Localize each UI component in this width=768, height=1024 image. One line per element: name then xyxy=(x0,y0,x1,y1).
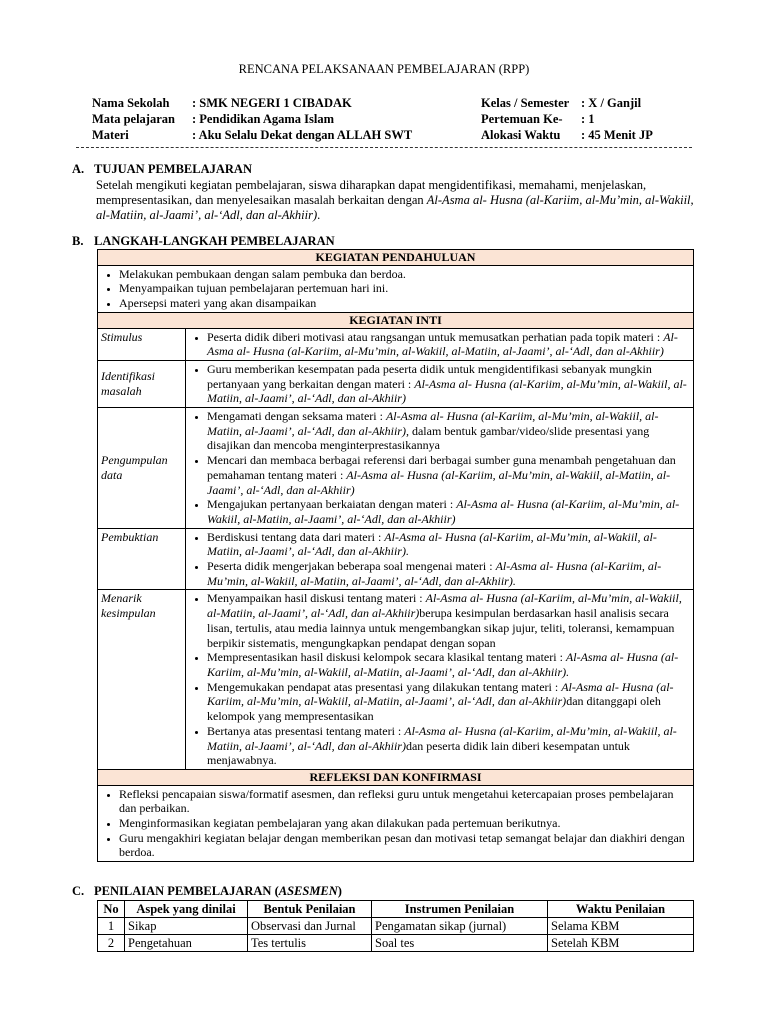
list-item: • Mencari dan membaca berbagai referensi dari berbagai sumber guna menambah pengetahuan dan pemahaman tentang materi : Al-Asma al- Husna (al-Kariim, al-Mu’min, al-Wakiil, al-Matiin, al-Jaami’, al-‘Adl, dan al-Akhiir) xyxy=(207,453,690,497)
cell-time: Setelah KBM xyxy=(548,935,694,952)
identifikasi-cell xyxy=(186,360,694,407)
meta-left xyxy=(92,96,412,144)
col-header-time: Waktu Penilaian xyxy=(548,901,694,918)
meta-right xyxy=(481,96,653,144)
section-c-heading: C. PENILAIAN PEMBELAJARAN (ASESMEN) xyxy=(72,884,342,898)
dashed-separator xyxy=(76,147,692,148)
header-refleksi: REFLEKSI DAN KONFIRMASI xyxy=(98,769,694,785)
pengumpulan-cell xyxy=(186,408,694,529)
header-inti: KEGIATAN INTI xyxy=(98,312,694,328)
refleksi-list xyxy=(101,787,690,861)
learning-steps-table xyxy=(97,249,694,862)
refleksi-cell xyxy=(98,785,694,862)
cell-form: Observasi dan Jurnal xyxy=(248,918,372,935)
objective-paragraph: Setelah mengikuti kegiatan pembelajaran, siswa diharapkan dapat mengidentifikasi, memahami, menjelaskan, mempresentasikan, dan menyelesaikan masalah berkaitan dengan Al-Asma al- Husna (al-Kariim, al-Mu’min, al-Wakiil, al-Matiin, al-Jaami’, al-‘Adl, dan al-Akhiir). xyxy=(96,178,694,222)
kesimpulan-cell xyxy=(186,590,694,769)
label-kesimpulan: Menarik kesimpulan xyxy=(98,590,186,769)
cell-form: Tes tertulis xyxy=(248,935,372,952)
list-item: • Melakukan pembukaan dengan salam pembuka dan berdoa. xyxy=(119,267,690,282)
table-row xyxy=(98,935,694,952)
list-item: • Peserta didik diberi motivasi atau rangsangan untuk memusatkan perhatian pada topik materi : Al-Asma al- Husna (al-Kariim, al-Mu’min, al-Wakiil, al-Matiin, al-Jaami’, al-‘Adl, dan al-Akhiir) xyxy=(207,330,690,359)
cell-no: 2 xyxy=(98,935,125,952)
list-item: • Refleksi pencapaian siswa/formatif asesmen, dan refleksi guru untuk mengetahui ketercapaian proses pembelajaran dan perbaikan. xyxy=(119,787,690,816)
label-identifikasi: Identifikasi masalah xyxy=(98,360,186,407)
table-header-row xyxy=(98,901,694,918)
pembuktian-cell xyxy=(186,528,694,590)
cell-aspect: Sikap xyxy=(125,918,248,935)
document-title: RENCANA PELAKSANAAN PEMBELAJARAN (RPP) xyxy=(238,62,530,76)
header-pendahuluan: KEGIATAN PENDAHULUAN xyxy=(98,250,694,266)
table-row xyxy=(98,918,694,935)
list-item: • Peserta didik mengerjakan beberapa soal mengenai materi : Al-Asma al- Husna (al-Kariim, al-Mu’min, al-Wakiil, al-Matiin, al-Jaami’, al-‘Adl, dan al-Akhiir). xyxy=(207,559,690,588)
label-stimulus: Stimulus xyxy=(98,328,186,360)
meta-row-subject: Mata pelajaran : Pendidikan Agama Islam xyxy=(92,112,335,126)
list-item: • Apersepsi materi yang akan disampaikan xyxy=(119,296,690,311)
cell-time: Selama KBM xyxy=(548,918,694,935)
pendahuluan-cell xyxy=(98,265,694,312)
section-b-heading: B. LANGKAH-LANGKAH PEMBELAJARAN xyxy=(72,234,335,248)
list-item: • Mengamati dengan seksama materi : Al-Asma al- Husna (al-Kariim, al-Mu’min, al-Wakiil, al-Matiin, al-Jaami’, al-‘Adl, dan al-Akhiir), dalam bentuk gambar/video/slide presentasi yang disajikan dan mencoba menginterprestasikannya xyxy=(207,409,690,453)
list-item: • Guru mengakhiri kegiatan belajar dengan memberikan pesan dan motivasi tetap semangat belajar dan diakhiri dengan berdoa. xyxy=(119,831,690,860)
col-header-form: Bentuk Penilaian xyxy=(248,901,372,918)
col-header-no: No xyxy=(98,901,125,918)
label-pembuktian: Pembuktian xyxy=(98,528,186,590)
list-item: • Mempresentasikan hasil diskusi kelompok secara klasikal tentang materi : Al-Asma al- Husna (al-Kariim, al-Mu’min, al-Wakiil, al-Matiin, al-Jaami’, al-‘Adl, dan al-Akhiir). xyxy=(207,650,690,679)
stimulus-cell xyxy=(186,328,694,360)
meta-row-school: Nama Sekolah : SMK NEGERI 1 CIBADAK xyxy=(92,96,352,110)
assessment-table xyxy=(97,900,694,952)
cell-instrument: Pengamatan sikap (jurnal) xyxy=(372,918,548,935)
list-item: • Menginformasikan kegiatan pembelajaran yang akan dilakukan pada pertemuan berikutnya. xyxy=(119,816,690,831)
list-item: • Guru memberikan kesempatan pada peserta didik untuk mengidentifikasi sebanyak mungkin pertanyaan yang berkaitan dengan materi : Al-Asma al- Husna (al-Kariim, al-Mu’min, al-Wakiil, al-Matiin, al-Jaami’, al-‘Adl, dan al-Akhiir) xyxy=(207,362,690,406)
list-item: • Mengajukan pertanyaan berkaiatan dengan materi : Al-Asma al- Husna (al-Kariim, al-Mu’min, al-Wakiil, al-Matiin, al-Jaami’, al-‘Adl, dan al-Akhiir) xyxy=(207,497,690,526)
cell-instrument: Soal tes xyxy=(372,935,548,952)
list-item: • Menyampaikan tujuan pembelajaran pertemuan hari ini. xyxy=(119,281,690,296)
list-item: • Menyampaikan hasil diskusi tentang materi : Al-Asma al- Husna (al-Kariim, al-Mu’min, al-Wakiil, al-Matiin, al-Jaami’, al-‘Adl, dan al-Akhiir)berupa kesimpulan berdasarkan hasil analisis secara lisan, tertulis, atau media lainnya untuk mengembangkan sikap jujur, teliti, toleransi, kemampuan berpikir sistematis, mengungkapkan pendapat dengan sopan xyxy=(207,591,690,650)
meta-row-meeting: Pertemuan Ke- : 1 xyxy=(481,112,595,126)
meta-row-time: Alokasi Waktu : 45 Menit JP xyxy=(481,128,653,142)
list-item: • Mengemukakan pendapat atas presentasi yang dilakukan tentang materi : Al-Asma al- Husna (al-Kariim, al-Mu’min, al-Wakiil, al-Matiin, al-Jaami’, al-‘Adl, dan al-Akhiir)dan ditanggapi oleh kelompok yang mempresentasikan xyxy=(207,680,690,724)
list-item: • Berdiskusi tentang data dari materi : Al-Asma al- Husna (al-Kariim, al-Mu’min, al-Wakiil, al-Matiin, al-Jaami’, al-‘Adl, dan al-Akhiir). xyxy=(207,530,690,559)
meta-row-class: Kelas / Semester : X / Ganjil xyxy=(481,96,642,110)
col-header-aspect: Aspek yang dinilai xyxy=(125,901,248,918)
list-item: • Bertanya atas presentasi tentang materi : Al-Asma al- Husna (al-Kariim, al-Mu’min, al-Wakiil, al-Matiin, al-Jaami’, al-‘Adl, dan al-Akhiir)dan peserta didik lain diberi kesempatan untuk menjawabnya. xyxy=(207,724,690,768)
label-pengumpulan: Pengumpulan data xyxy=(98,408,186,529)
pendahuluan-list xyxy=(101,267,690,311)
cell-aspect: Pengetahuan xyxy=(125,935,248,952)
section-a-heading: A. TUJUAN PEMBELAJARAN xyxy=(72,162,252,176)
cell-no: 1 xyxy=(98,918,125,935)
meta-row-material: Materi : Aku Selalu Dekat dengan ALLAH SWT xyxy=(92,128,413,142)
col-header-instrument: Instrumen Penilaian xyxy=(372,901,548,918)
